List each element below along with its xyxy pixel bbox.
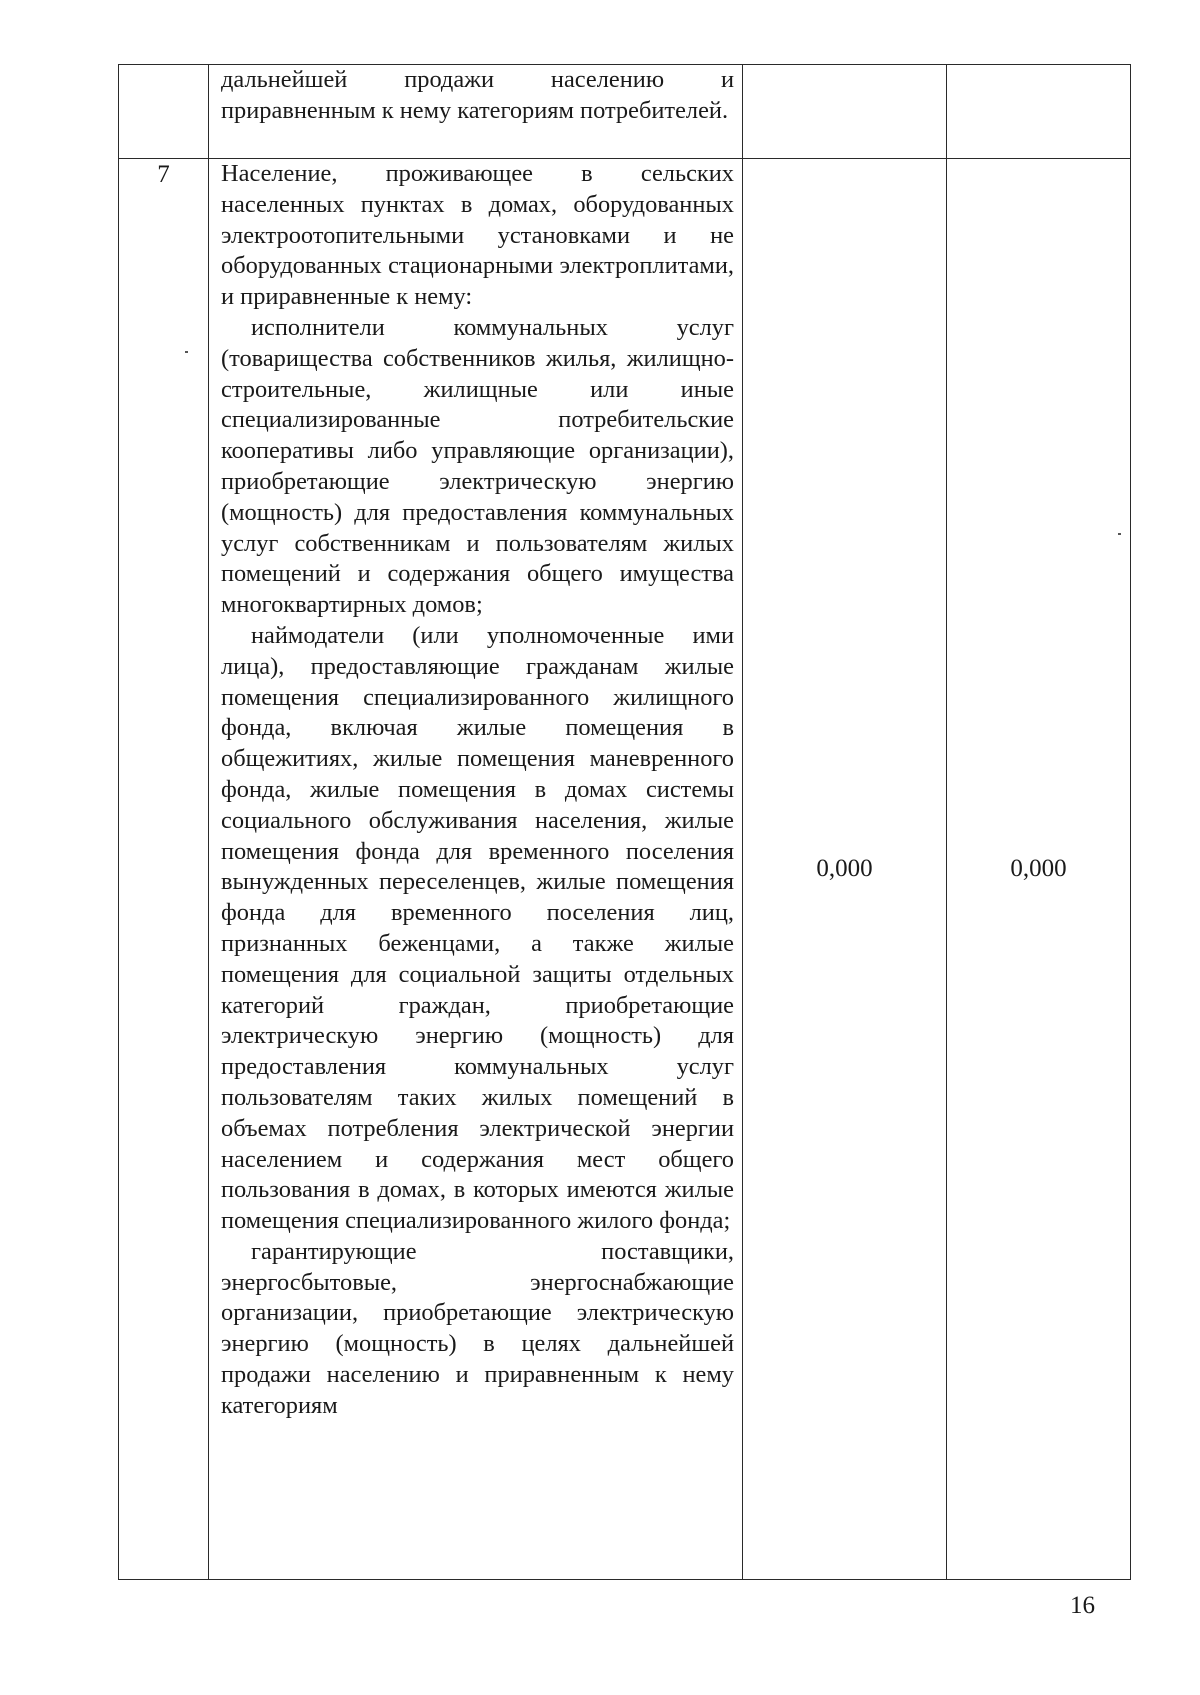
- scan-speck: [1118, 533, 1121, 535]
- tariff-table: [118, 64, 1131, 1580]
- row-number-cell: [119, 65, 209, 159]
- value-cell-2: 0,000: [947, 159, 1131, 1580]
- row-description-cell: [209, 65, 743, 159]
- table-row: [119, 159, 1131, 1580]
- page-number: 16: [1070, 1592, 1095, 1619]
- value-cell-1: 0,000: [743, 159, 947, 1580]
- row-description-cell: [209, 159, 743, 1580]
- description-paragraph: гарантирующие поставщики, энергосбытовые, энергоснабжающие организации, приобретающие электрическую энергию (мощность) в целях дальнейшей продажи населению и приравненным к нему категориям: [221, 1237, 734, 1419]
- description-paragraph: дальнейшей продажи населению и приравненным к нему категориям потребителей.: [221, 66, 734, 124]
- value-cell-2: [947, 65, 1131, 159]
- table-row: [119, 65, 1131, 159]
- value-cell-1: [743, 65, 947, 159]
- description-paragraph: исполнители коммунальных услуг (товарищества собственников жилья, жилищно-строительные, жилищные или иные специализированные потребительские кооперативы либо управляющие организации), приобретающие электрическую энергию (мощность) для предоставления коммунальных услуг собственникам и пользователям жилых помещений и содержания общего имущества многоквартирных домов;: [221, 313, 734, 619]
- row-number-cell: 7: [119, 159, 209, 1580]
- scan-speck: [185, 351, 188, 353]
- description-paragraph: наймодатели (или уполномоченные ими лица), предоставляющие гражданам жилые помещения специализированного жилищного фонда, включая жилые помещения в общежитиях, жилые помещения маневренного фонда, жилые помещения в домах системы социального обслуживания населения, жилые помещения фонда для временного поселения вынужденных переселенцев, жилые помещения фонда для временного поселения лиц, признанных беженцами, а также жилые помещения для социальной защиты отдельных категорий граждан, приобретающие электрическую энергию (мощность) для предоставления коммунальных услуг пользователям таких жилых помещений в объемах потребления электрической энергии населением и содержания мест общего пользования в домах, в которых имеются жилые помещения специализированного жилого фонда;: [221, 621, 734, 1235]
- description-paragraph: Население, проживающее в сельских населенных пунктах в домах, оборудованных электроотопительными установками и не оборудованных стационарными электроплитами, и приравненные к нему:: [221, 160, 734, 311]
